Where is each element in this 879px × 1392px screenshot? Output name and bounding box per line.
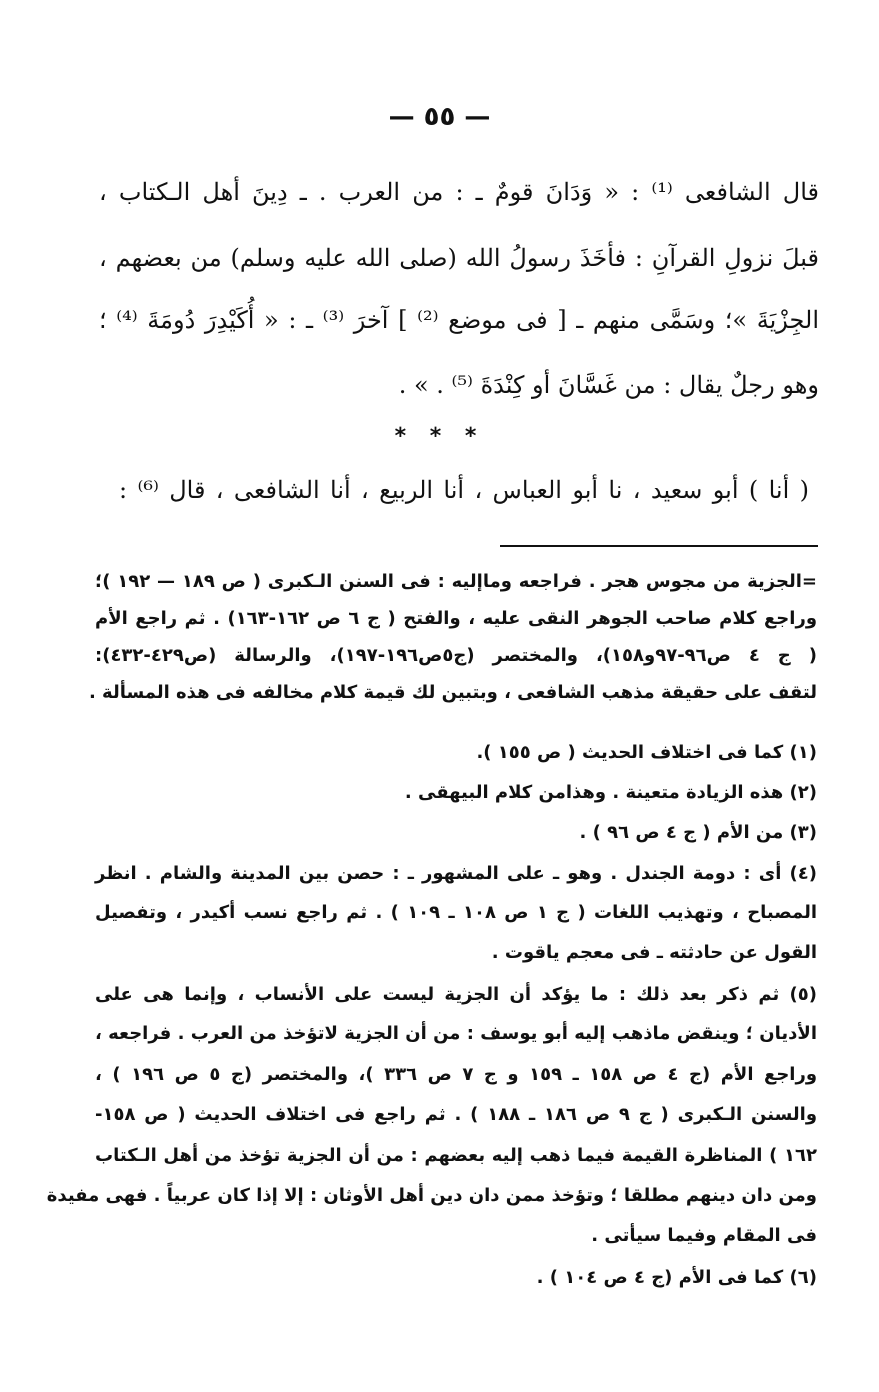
footnote-line: وراجع الأم (ج ٤ ص ١٥٨ ـ ١٥٩ و ج ٧ ص ٣٣٦ )، والمختصر (ج ٥ ص ١٩٦ ) ، [95,1064,818,1085]
body-line: قبلَ نزولِ القرآنِ : فأخَذَ رسولُ الله (صلى الله عليه وسلم) من بعضهم ، [99,244,819,272]
footnote-4: (٤) أى : دومة الجندل . وهو ـ على المشهور ـ : حصن بين المدينة والشام . انظر [95,863,817,884]
section-separator: * * * [394,424,485,449]
body-line: وهو رجلٌ يقال : من غَسَّانَ أو كِنْدَةَ ⁽⁵⁾ . » . [398,371,819,399]
footnote-line: ١٦٢ ) المناظرة القيمة فيما ذهب إليه بعضهم : من أن الجزية تؤخذ من أهل الـكتاب [95,1145,817,1166]
footnote-line: فى المقام وفيما سيأتى . [591,1225,817,1246]
page-number: — ٥٥ — [388,102,491,132]
footnote-line: ( ج ٤ ص٩٦-٩٧و١٥٨)، والمختصر (ج٥ص١٩٦-١٩٧)، والرسالة (ص٤٢٩-٤٣٢): [95,645,817,666]
footnote-line: لتقف على حقيقة مذهب الشافعى ، وبتبين لك قيمة كلام مخالفه فى هذه المسألة . [88,682,817,703]
footnote-line: الأديان ؛ وينقض ماذهب إليه أبو يوسف : من أن الجزية لاتؤخذ من العرب . فراجعه ، [95,1023,817,1044]
footnote-5: (٥) ثم ذكر بعد ذلك : ما يؤكد أن الجزية ليست على الأنساب ، وإنما هى على [95,984,817,1005]
footnote-divider [500,545,818,547]
footnote-6: (٦) كما فى الأم (ج ٤ ص ١٠٤ ) . [536,1267,817,1288]
footnote-line: =الجزية من مجوس هجر . فراجعه وماإليه : فى السنن الـكبرى ( ص ١٨٩ — ١٩٢ )؛ [95,571,817,592]
footnote-3: (٣) من الأم ( ج ٤ ص ٩٦ ) . [579,822,817,843]
body-line: قال الشافعى ⁽¹⁾ : « وَدَانَ قومٌ ـ : من العرب . ـ دِينَ أهل الـكتاب ، [99,178,819,206]
footnote-line: المصباح ، وتهذيب اللغات ( ج ١ ص ١٠٨ ـ ١٠٩ ) . ثم راجع نسب أكيدر ، وتفصيل [95,902,818,923]
isnad-line: ( أنا ) أبو سعيد ، نا أبو العباس ، أنا الربيع ، أنا الشافعى ، قال ⁽⁶⁾ : [119,476,809,504]
footnote-line: وراجع كلام صاحب الجوهر النقى عليه ، والفتح ( ج ٦ ص ١٦٢-١٦٣) . ثم راجع الأم [95,608,818,629]
body-line: الجِزْيَةَ »؛ وسَمَّى منهم ـ [ فى موضع ⁽²⁾ ] آخرَ ⁽³⁾ ـ : « أُكَيْدِرَ دُومَةَ ⁽⁴⁾ ؛ [99,306,819,334]
footnote-1: (١) كما فى اختلاف الحديث ( ص ١٥٥ ). [476,742,817,763]
footnote-line: والسنن الـكبرى ( ج ٩ ص ١٨٦ ـ ١٨٨ ) . ثم راجع فى اختلاف الحديث ( ص ١٥٨- [95,1104,818,1125]
footnote-line: القول عن حادثته ـ فى معجم ياقوت . [491,942,817,963]
footnote-line: ومن دان دينهم مطلقا ؛ وتؤخذ ممن دان دين أهل الأوثان : إلا إذا كان عربياً . فهى مفيدة [46,1185,817,1206]
footnote-2: (٢) هذه الزيادة متعينة . وهذامن كلام البيهقى . [404,782,817,803]
